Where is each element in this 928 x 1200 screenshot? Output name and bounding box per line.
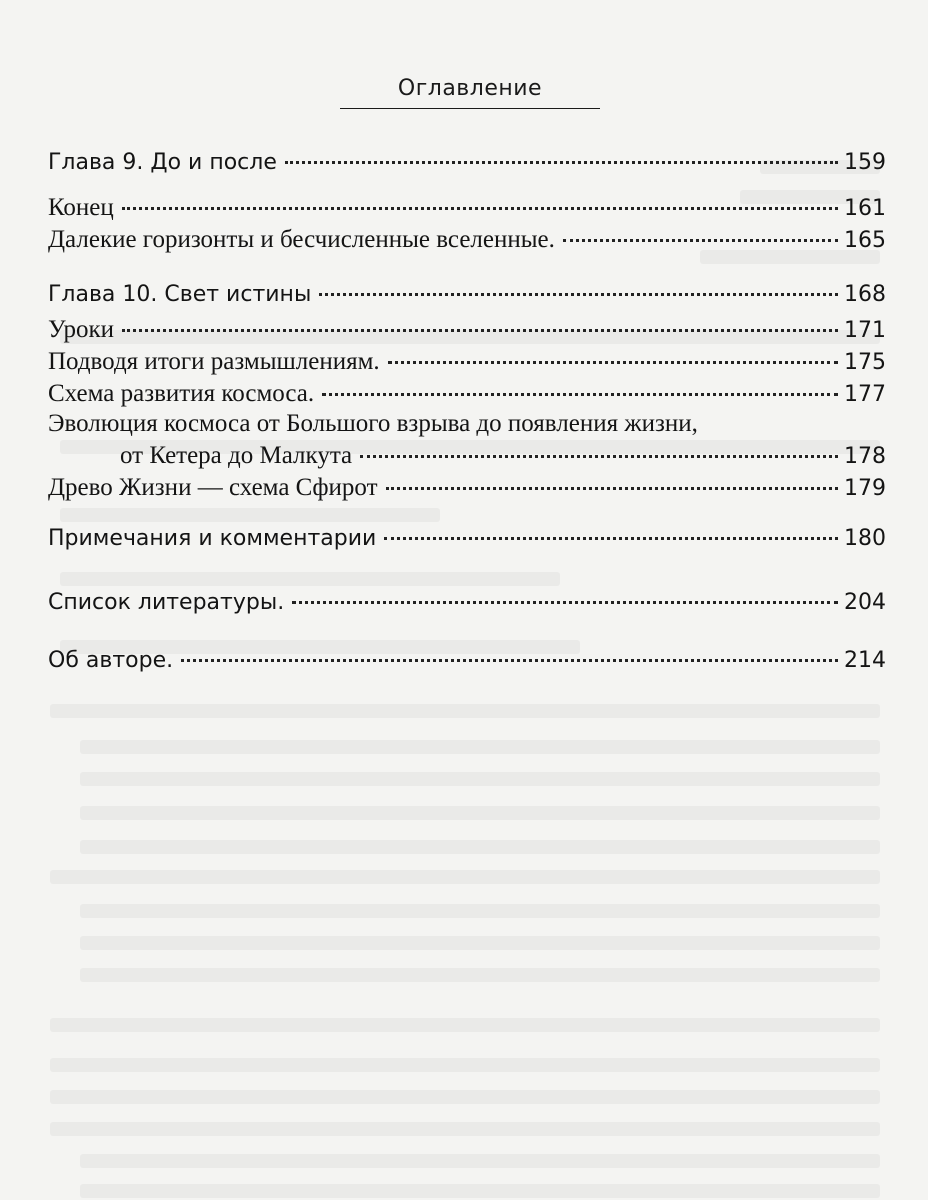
toc-entry-page: 175 <box>844 350 886 375</box>
dot-leader <box>319 293 838 296</box>
toc-entry-evolution-heading[interactable] <box>48 410 886 438</box>
dot-leader <box>122 329 838 332</box>
toc-entry-chapter-10[interactable] <box>48 282 886 307</box>
toc-entry-title: Далекие горизонты и бесчисленные вселенные. <box>48 226 555 253</box>
dot-leader <box>563 239 838 242</box>
dot-leader <box>360 455 838 458</box>
toc-entry-page: 180 <box>844 526 886 551</box>
toc-entry-title: Эволюция космоса от Большого взрыва до появления жизни, <box>48 410 698 437</box>
toc-entry-title: Древо Жизни — схема Сфирот <box>48 474 378 501</box>
toc-entry-bibliography[interactable] <box>48 590 886 615</box>
toc-entry-far-horizons[interactable] <box>48 226 886 254</box>
toc-entry-evolution-continuation[interactable] <box>120 442 886 470</box>
toc-entry-title: Список литературы. <box>48 590 285 615</box>
page-title: Оглавление <box>397 76 543 101</box>
toc-entry-about-author[interactable] <box>48 648 886 673</box>
dot-leader <box>322 393 838 396</box>
toc-entry-title: Глава 10. Свет истины <box>48 282 312 307</box>
toc-entry-title: Об авторе. <box>48 648 174 673</box>
toc-entry-title: Уроки <box>48 316 115 343</box>
toc-entry-title: Подводя итоги размышлениям. <box>48 348 380 375</box>
toc-entry-page: 177 <box>844 382 886 407</box>
toc-entry-notes[interactable] <box>48 526 886 551</box>
toc-entry-page: 171 <box>844 318 886 343</box>
toc-entry-cosmos-scheme[interactable] <box>48 380 886 408</box>
toc-entry-page: 165 <box>844 228 886 253</box>
toc-entry-page: 204 <box>844 590 886 615</box>
toc-entry-page: 161 <box>844 196 886 221</box>
toc-entry-lessons[interactable] <box>48 316 886 344</box>
toc-entry-page: 178 <box>844 444 886 469</box>
dot-leader <box>388 361 838 364</box>
dot-leader <box>292 601 838 604</box>
toc-entry-page: 214 <box>844 648 886 673</box>
toc-entry-page: 159 <box>844 150 886 175</box>
dot-leader <box>386 487 838 490</box>
toc-entry-konets[interactable] <box>48 194 886 222</box>
toc-entry-page: 168 <box>844 282 886 307</box>
toc-entry-title: Схема развития космоса. <box>48 380 315 407</box>
toc-entry-page: 179 <box>844 476 886 501</box>
dot-leader <box>122 207 838 210</box>
toc-entry-title: от Кетера до Малкута <box>120 442 353 469</box>
toc-entry-title: Глава 9. До и после <box>48 150 277 175</box>
dot-leader <box>181 659 838 662</box>
toc-entry-title: Примечания и комментарии <box>48 526 377 551</box>
toc-entry-summary[interactable] <box>48 348 886 376</box>
dot-leader <box>285 161 838 164</box>
toc-entry-title: Конец <box>48 194 114 221</box>
dot-leader <box>384 537 838 540</box>
toc-entry-tree-of-life[interactable] <box>48 474 886 502</box>
toc-entry-chapter-9[interactable] <box>48 150 886 175</box>
